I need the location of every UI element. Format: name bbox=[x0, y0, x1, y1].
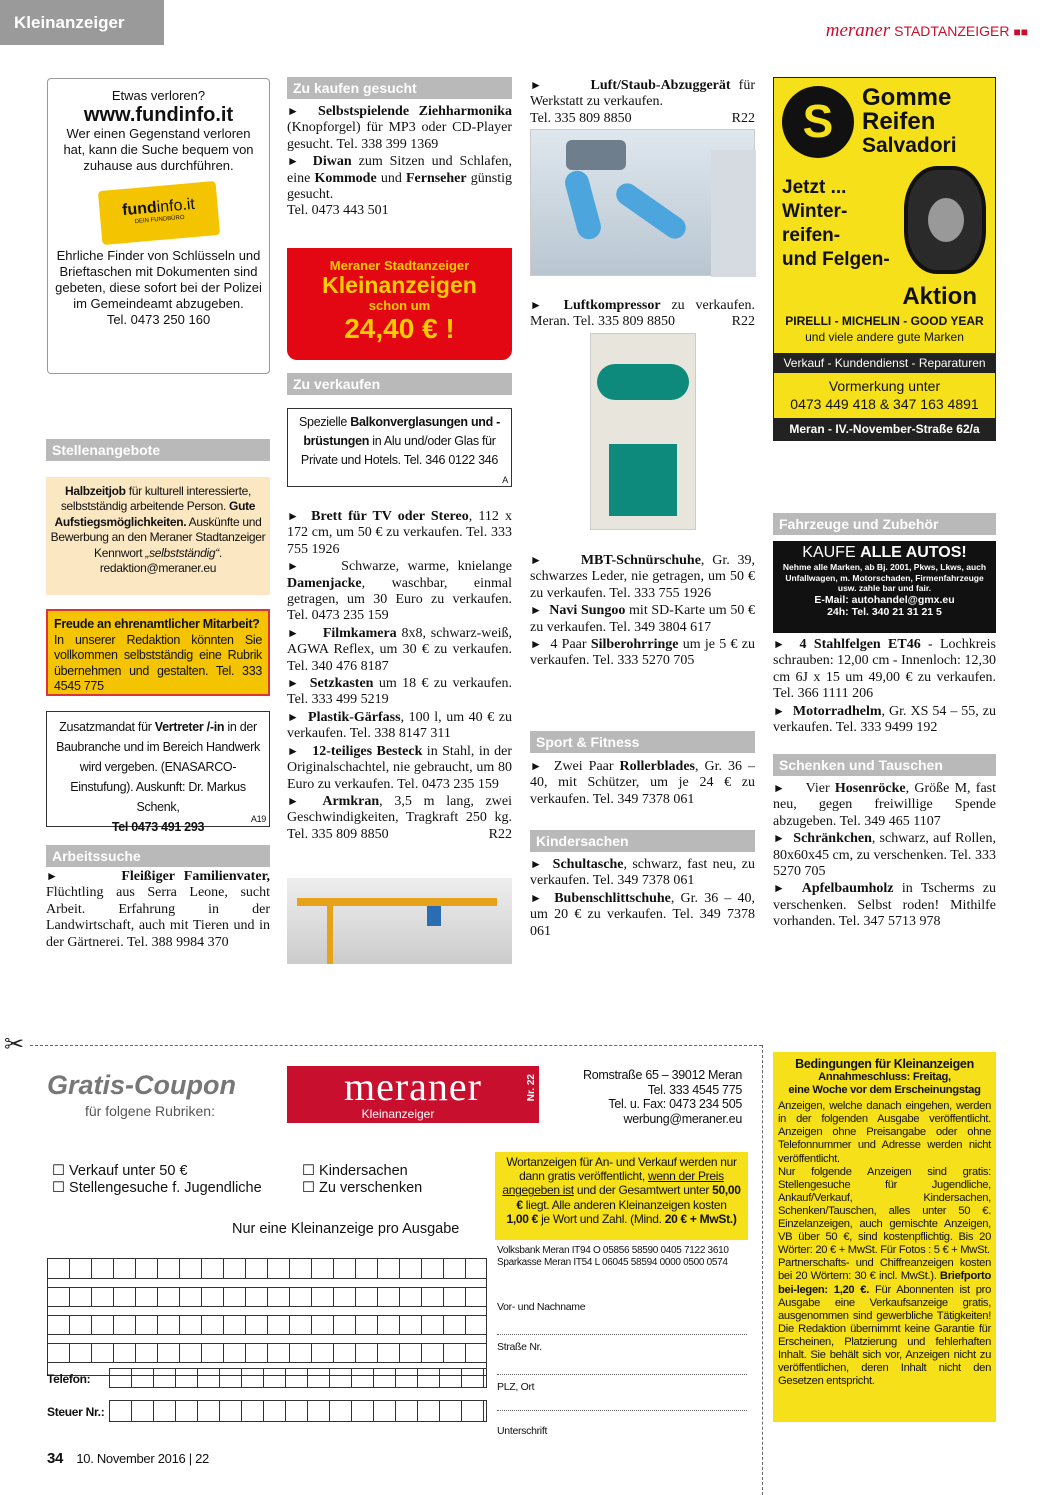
bedingungen-title: Bedingungen für Kleinanzeigen bbox=[795, 1057, 974, 1071]
bedingungen-sub2: eine Woche vor dem Erscheinungstag bbox=[788, 1084, 981, 1097]
halbzeitjob-text-1: für kulturell interessierte, selbstständig arbeitende Person. bbox=[60, 484, 252, 514]
checkbox-verkauf[interactable]: ☐ Verkauf unter 50 € bbox=[52, 1163, 188, 1179]
gomme-name3: Salvadori bbox=[862, 134, 957, 157]
vertreter-ad bbox=[46, 711, 270, 834]
kaufe-autos-mail[interactable]: E-Mail: autohandel@gmx.eu bbox=[814, 593, 955, 606]
steuer-field[interactable] bbox=[109, 1400, 487, 1422]
section-tab: Kleinanzeiger bbox=[0, 0, 164, 45]
checkbox-stellengesuche[interactable]: ☐ Stellengesuche f. Jugendliche bbox=[52, 1180, 262, 1196]
coupon-email[interactable]: werbung@meraner.eu bbox=[623, 1111, 742, 1126]
checkbox-verschenken[interactable]: ☐ Zu verschenken bbox=[302, 1180, 423, 1196]
fundinfo-intro: Etwas verloren? bbox=[111, 88, 206, 103]
coupon-logo-sub: Kleinanzeiger bbox=[361, 1107, 435, 1121]
bank-sparkasse: Sparkasse Meran IT54 L 06045 58594 0000 0500 0574 bbox=[497, 1257, 728, 1268]
page-footer bbox=[47, 1450, 209, 1467]
promo-line1: Meraner Stadtanzeiger bbox=[329, 258, 470, 273]
fundinfo-card-sub: DEIN FUNDBÜRO bbox=[133, 214, 185, 226]
gomme-logo-icon: S bbox=[782, 86, 854, 158]
balkon-code: A bbox=[502, 475, 508, 485]
kaufe-autos-ad: KAUFE ALLE AUTOS! Nehme alle Marken, ab Bj. 2001, Pkws, Lkws, auch Unfallwagen, m. Motorschaden, Firmenfahrzeuge usw. zahle bar und fair. E-Mail: autohandel@gmx.eu 24h: Tel. 340 21 31 21 5 bbox=[773, 541, 996, 633]
halbzeitjob-kennwort: „selbstständig“ bbox=[145, 545, 219, 560]
fundinfo-tel: Tel. 0473 250 160 bbox=[106, 312, 211, 327]
ad-motorradhelm: ► Motorradhelm, Gr. XS 54 – 55, zu verkaufen. Tel. 333 9499 192 bbox=[773, 703, 996, 736]
issue-date: 10. November 2016 | 22 bbox=[76, 1451, 209, 1466]
promo-line3: schon um bbox=[368, 298, 431, 313]
freude-text: In unserer Redaktion könnten Sie vollkommen selbstständig eine Rubrik übernehmen und gestalten. Tel. 333 4545 775 bbox=[54, 632, 262, 694]
coupon-address: Romstraße 65 – 39012 Meran Tel. 333 4545 775 Tel. u. Fax: 0473 234 505 werbung@meraner.eu bbox=[560, 1068, 742, 1126]
ad-mbt: ► MBT-Schnürschuhe, Gr. 39, schwarzes Leder, nie getragen, um 50 € zu verkaufen. Tel. 333 755 1926 bbox=[530, 553, 756, 601]
heading-zu-kaufen: Zu kaufen gesucht bbox=[287, 77, 512, 99]
ad-luftkompressor: ► Luftkompressor zu verkaufen. Meran. Tel. 335 809 8850 R22 bbox=[530, 298, 755, 330]
gomme-brands: PIRELLI - MICHELIN - GOOD YEAR bbox=[785, 314, 984, 328]
gomme-vormerkung: Vormerkung unter bbox=[828, 378, 941, 394]
bedingungen-p2: Nur folgende Anzeigen sind gratis: Stellengesuche für Jugendliche, Ankauf/Verkauf, Kindersachen, Schenken/Tauschen, alles unter 50 €. Einzelanzeigen, auch gemischte Anzeigen, VB über 50 €, sind kostenpflichtig. Bis 20 Wörter: 20 € + MwSt. Für Fotos : 5 € + MwSt. bbox=[778, 1165, 991, 1257]
tire-icon bbox=[904, 166, 986, 274]
arbeitssuche-title: Fleißiger Familienvater, bbox=[121, 869, 270, 884]
halbzeitjob-highlight: Gute Aufstiegsmöglichkeiten. bbox=[54, 499, 256, 529]
coupon-text-grid bbox=[47, 1258, 487, 1376]
coupon-logo bbox=[287, 1066, 539, 1123]
ad-ziehharmonika: ► Selbstspielende Ziehharmonika (Knopforgel) für MP3 oder CD-Player gesucht. Tel. 338 399 1369 bbox=[287, 104, 512, 152]
coupon-title: Gratis-Coupon bbox=[47, 1070, 236, 1100]
coupon-wortanzeigen: Wortanzeigen für An- und Verkauf werden nur dann gratis veröffentlicht, wenn der Preis angegeben ist und der Gesamtwert unter 50,00 € liegt. Alle anderen Kleinanzeigen kosten 1,00 € je Wort und Zahl. (Mind. 20 € + MwSt.) bbox=[495, 1152, 748, 1240]
brand-header: meraner STADTANZEIGER ■■ bbox=[825, 20, 1028, 41]
ad-apfelbaumholz: ► Apfelbaumholz in Tscherms zu verschenken. Selbst roden! Mithilfe vorhanden. Tel. 347 5713 978 bbox=[773, 881, 997, 930]
armkran-photo bbox=[287, 878, 512, 964]
brand-logo: meraner bbox=[825, 20, 891, 41]
balkon-ad: Spezielle Balkonverglasungen und -brüstungen in Alu und/oder Glas für Private und Hotels. Tel. 346 0122 346 A bbox=[287, 408, 512, 487]
field-street[interactable]: Straße Nr. bbox=[497, 1335, 747, 1375]
fundinfo-ad bbox=[47, 78, 270, 374]
gomme-address: Meran - IV.-November-Straße 62/a bbox=[774, 418, 995, 440]
halbzeitjob-text-3: . bbox=[218, 545, 222, 560]
ad-navi: ► Navi Sungoo mit SD-Karte um 50 € zu verkaufen. Tel. 349 3804 617 bbox=[530, 603, 756, 635]
bank-volksbank: Volksbank Meran IT94 O 05856 58590 0405 7122 3610 bbox=[497, 1245, 729, 1256]
promo-price: 24,40 € ! bbox=[344, 313, 455, 344]
ad-brett: ► Brett für TV oder Stereo, 112 x 172 cm, um 50 € zu verkaufen. Tel. 333 755 1926 bbox=[287, 509, 512, 557]
brand-suffix: STADTANZEIGER bbox=[894, 23, 1010, 39]
fundinfo-card bbox=[97, 181, 219, 245]
fundinfo-card-logo-b: info.it bbox=[155, 195, 196, 217]
ad-silber: ► 4 Paar Silberohrringe um je 5 € zu verkaufen. Tel. 333 5270 705 bbox=[530, 637, 755, 669]
ad-luft: ► Luft/Staub-Abzuggerät für Werkstatt zu verkaufen. Tel. 335 809 8850 R22 bbox=[530, 78, 755, 126]
col3-ads-mid bbox=[530, 552, 755, 670]
schenken-ads bbox=[773, 780, 996, 931]
field-plz[interactable]: PLZ, Ort bbox=[497, 1375, 747, 1411]
heading-kindersachen: Kindersachen bbox=[530, 830, 755, 852]
coupon-logo-nr: Nr. 22 bbox=[526, 1074, 537, 1102]
page-number: 34 bbox=[47, 1450, 64, 1467]
coupon-one-per: Nur eine Kleinanzeige pro Ausgabe bbox=[232, 1221, 460, 1237]
promo-banner bbox=[287, 248, 512, 360]
arbeitssuche-ad: ► Fleißiger Familienvater, Flüchtling aus Serra Leone, sucht Arbeit. Erfahrung in der Landwirtschaft, auch mit Tieren und in der Gärtnerei. Tel. 388 9984 370 bbox=[46, 869, 270, 950]
coupon-logo-text: meraner bbox=[343, 1064, 482, 1109]
heading-sport: Sport & Fitness bbox=[530, 731, 755, 753]
ad-bubenschlittschuhe: ► Bubenschlittschuhe, Gr. 36 – 40, um 20 € zu verkaufen. Tel. 349 7378 061 bbox=[530, 890, 756, 939]
gomme-name2: Reifen bbox=[862, 108, 936, 135]
bedingungen-p1: Anzeigen, welche danach eingehen, werden in der folgenden Ausgabe veröffentlicht. Anzeigen ohne Preisangabe oder ohne Telefonnummer und Adresse werden nicht veröffentlicht. bbox=[778, 1100, 991, 1165]
ad-setzkasten: ► Setzkasten um 18 € zu verkaufen. Tel. 333 499 5219 bbox=[287, 676, 513, 708]
col3-ads-top bbox=[530, 77, 755, 127]
gomme-name1: Gomme bbox=[862, 84, 952, 111]
bedingungen-box bbox=[773, 1052, 996, 1422]
bedingungen-p3: Partnerschafts- und Chiffreanzeigen kosten bei 20 Wörtern: 30 € incl. MwSt.). Briefporto bei-legen: 1,20 €. Für Abonnenten ist pro Ausgabe eine Verkaufsanzeige gratis, ausgenommen sind gewerbliche Tätigkeiten! Die Redaktion übernimmt keine Garantie für Erscheinen, Platzierung und fehlerhaften Inhalt. Sie behält sich vor, Anzeigen nicht zu veröffentlichen, deren Inhalt nicht den Gesetzen entspricht. bbox=[778, 1257, 991, 1388]
gomme-aktion: Aktion bbox=[902, 283, 977, 310]
coupon-checkboxes bbox=[52, 1163, 262, 1197]
gomme-headline-1: Jetzt ... bbox=[782, 177, 847, 198]
heading-zu-verkaufen: Zu verkaufen bbox=[287, 373, 512, 395]
fundinfo-footer: Ehrliche Finder von Schlüsseln und Brieftaschen mit Dokumenten sind gebeten, diese sofort bei der Polizei im Gemeindeamt abzugeben. bbox=[55, 248, 262, 311]
heading-stellenangebote: Stellenangebote bbox=[46, 439, 270, 461]
form-fields bbox=[497, 1295, 747, 1447]
zu-verkaufen-ads bbox=[287, 508, 512, 843]
gomme-headline-3: reifen- bbox=[782, 225, 841, 246]
fundinfo-url[interactable]: www.fundinfo.it bbox=[83, 104, 234, 126]
ad-stahlfelgen: ► 4 Stahlfelgen ET46 - Lochkreis schrauben: 12,00 cm - Innenloch: 12,30 cm 6J x 15 um 49,00 € zu verkaufen. Tel. 366 1111 206 bbox=[773, 637, 996, 702]
vertreter-code: A19 bbox=[250, 814, 266, 824]
heading-arbeitssuche: Arbeitssuche bbox=[46, 845, 270, 867]
ad-armkran: ► Armkran, 3,5 m lang, zwei Geschwindigkeiten, Tragkraft 250 kg. Tel. 335 809 8850 R22 bbox=[287, 793, 512, 842]
field-name[interactable]: Vor- und Nachname bbox=[497, 1295, 747, 1335]
promo-line2: Kleinanzeigen bbox=[322, 272, 477, 298]
coupon-checkboxes-2 bbox=[302, 1163, 422, 1197]
ad-hosenroecke: ► Vier Hosenröcke, Größe M, fast neu, gegen freiwillige Spende abzugeben. Tel. 349 465 1107 bbox=[773, 781, 996, 829]
coupon-banks bbox=[497, 1245, 750, 1269]
vertreter-text-1: Zusatzmandat für bbox=[59, 720, 155, 734]
arbeitssuche-text: Flüchtling aus Serra Leone, sucht Arbeit. Erfahrung in der Landwirtschaft, auch mit Tieren und in der Gärtnerei. Tel. 388 9984 370 bbox=[46, 885, 270, 950]
scissors-icon: ✂ bbox=[4, 1032, 25, 1058]
fundinfo-card-logo-a: fund bbox=[120, 199, 157, 220]
field-signature[interactable]: Unterschrift bbox=[497, 1425, 548, 1437]
gomme-services: Verkauf - Kundendienst - Reparaturen bbox=[774, 353, 995, 373]
ad-rollerblades: ► Zwei Paar Rollerblades, Gr. 36 – 40, mit Schützer, um je 24 € zu verkaufen. Tel. 349 7378 061 bbox=[530, 759, 755, 807]
ad-schultasche: ► Schultasche, schwarz, fast neu, zu verkaufen. Tel. 349 7378 061 bbox=[530, 857, 755, 889]
luft-photo bbox=[530, 129, 755, 276]
ad-diwan: ► Diwan zum Sitzen und Schlafen, eine Kommode und Fernseher günstig gesucht. Tel. 0473 443 501 bbox=[287, 154, 512, 219]
zu-kaufen-ads bbox=[287, 103, 512, 220]
ad-gaerfass: ► Plastik-Gärfass, 100 l, um 40 € zu verkaufen. Tel. 338 8147 311 bbox=[287, 709, 512, 742]
fahrzeuge-ads bbox=[773, 636, 996, 736]
halbzeitjob-email[interactable]: redaktion@meraner.eu bbox=[99, 561, 217, 576]
halbzeitjob-ad bbox=[46, 477, 270, 595]
gomme-tel: 0473 449 418 & 347 163 4891 bbox=[790, 396, 979, 412]
ad-damenjacke: ► Schwarze, warme, knielange Damenjacke, waschbar, einmal getragen, um 30 Euro zu verkaufen. Tel. 0473 235 159 bbox=[287, 559, 512, 624]
halbzeitjob-title: Halbzeitjob bbox=[64, 484, 126, 498]
vertreter-tel: Tel 0473 491 293 bbox=[111, 820, 205, 834]
cut-line bbox=[30, 1045, 762, 1046]
steuer-label: Steuer Nr.: bbox=[47, 1405, 105, 1419]
gomme-headline-4: und Felgen- bbox=[782, 249, 890, 270]
kindersachen-ads bbox=[530, 856, 755, 940]
vertreter-title: Vertreter /-in bbox=[154, 720, 225, 734]
kaufe-autos-tel: 24h: Tel. 340 21 31 21 5 bbox=[827, 605, 942, 618]
freude-title: Freude an ehrenamtlicher Mitarbeit? bbox=[54, 617, 260, 631]
heading-fahrzeuge: Fahrzeuge und Zubehör bbox=[773, 513, 996, 535]
freude-ad bbox=[46, 609, 270, 696]
checkbox-kindersachen[interactable]: ☐ Kindersachen bbox=[302, 1163, 408, 1179]
kompressor-photo bbox=[590, 333, 696, 530]
ad-filmkamera: ► Filmkamera 8x8, schwarz-weiß, AGWA Reflex, um 30 € zu verkaufen. Tel. 340 476 8187 bbox=[287, 625, 512, 674]
ad-schraenkchen: ► Schränkchen, schwarz, auf Rollen, 80x60x45 cm, zu verschenken. Tel. 333 5270 705 bbox=[773, 831, 997, 880]
heading-schenken: Schenken und Tauschen bbox=[773, 754, 996, 776]
telefon-field[interactable] bbox=[109, 1368, 487, 1388]
telefon-label: Telefon: bbox=[47, 1372, 91, 1386]
fundinfo-text: Wer einen Gegenstand verloren hat, kann die Suche bequem von zuhause aus durchführen. bbox=[63, 126, 254, 173]
kaufe-autos-text: Nehme alle Marken, ab Bj. 2001, Pkws, Lkws, auch Unfallwagen, m. Motorschaden, Firmenfahrzeuge usw. zahle bar und fair. bbox=[782, 562, 987, 593]
gomme-brands-sub: und viele andere gute Marken bbox=[805, 330, 964, 344]
halbzeitjob-text-2: Auskünfte und Bewerbung an den Meraner Stadtanzeiger Kennwort bbox=[50, 514, 266, 560]
coupon-subtitle: für folgene Rubriken: bbox=[85, 1103, 215, 1119]
vertreter-text-2: in der Baubranche und im Bereich Handwerk wird vergeben. (ENASARCO-Einstufung). Auskunft: Dr. Markus Schenk, bbox=[56, 720, 260, 814]
cut-line-vertical bbox=[762, 1045, 763, 1495]
gomme-ad bbox=[773, 77, 996, 441]
ad-besteck: ► 12-teiliges Besteck in Stahl, in der Originalschachtel, nie gebraucht, um 80 Euro zu verkaufen. Tel. 0473 235 159 bbox=[287, 743, 513, 792]
bedingungen-sub1: Annahmeschluss: Freitag, bbox=[818, 1071, 951, 1083]
gomme-headline-2: Winter- bbox=[782, 201, 848, 222]
